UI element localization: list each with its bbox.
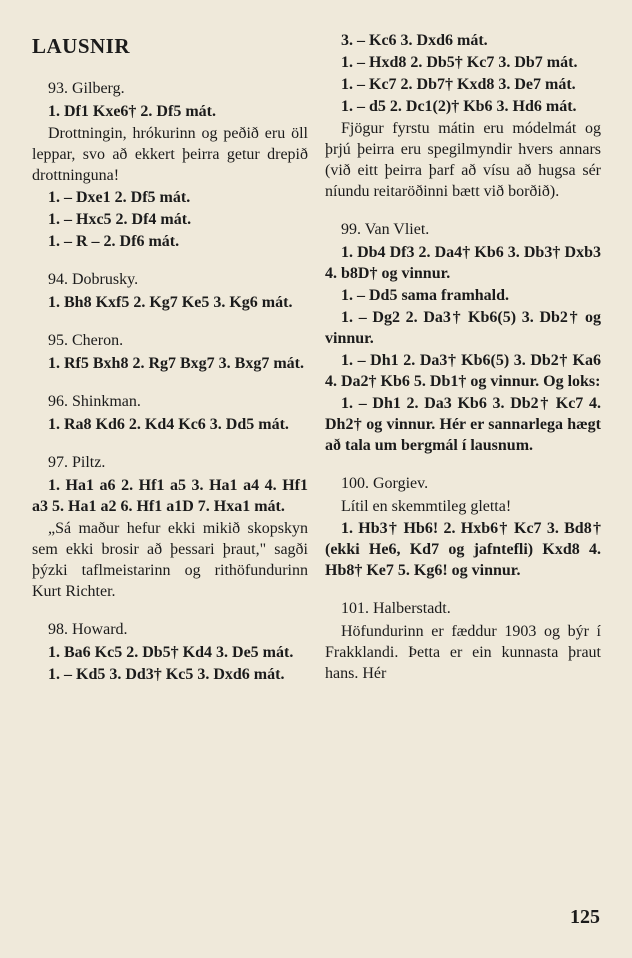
- solution-moves: 1. – d5 2. Dc1(2)† Kb6 3. Hd6 mát.: [341, 98, 577, 115]
- solution-moves: 1. Ba6 Kc5 2. Db5† Kd4 3. De5 mát.: [48, 644, 294, 661]
- section-heading: LAUSNIR: [32, 34, 131, 58]
- problem-title: 95. Cheron.: [48, 332, 124, 349]
- solution-moves: 1. Db4 Df3 2. Da4† Kb6 3. Db3† Dxb3 4. b8D† og vinnur.: [325, 244, 601, 282]
- solution-moves: 1. Df1 Kxe6† 2. Df5 mát.: [48, 103, 216, 120]
- left-solutions-list: [32, 79, 308, 685]
- solution-comment: Fjögur fyrstu mátin eru módelmát og þrjú þeirra eru spegilmyndir hvers annars (við eitt þeirra þarf að vísu að hugsa sér níundu reitaröðinni bætt við borðið).: [325, 120, 601, 200]
- page-number: 125: [570, 906, 600, 928]
- solution-block: [325, 474, 601, 581]
- solution-comment: Höfundurinn er fæddur 1903 og býr í Frakklandi. Þetta er ein kunnasta þraut hans. Hér: [325, 623, 601, 682]
- solution-block: [32, 270, 308, 313]
- solution-moves: 1. Ra8 Kd6 2. Kd4 Kc6 3. Dd5 mát.: [48, 416, 289, 433]
- problem-title: 94. Dobrusky.: [48, 271, 139, 288]
- solution-moves: 1. – Kd5 3. Dd3† Kc5 3. Dxd6 mát.: [48, 666, 285, 683]
- solution-moves: 1. – Dxe1 2. Df5 mát.: [48, 189, 191, 206]
- right-column: [325, 30, 601, 702]
- right-solutions-list: [325, 30, 601, 684]
- solution-moves: 1. Bh8 Kxf5 2. Kg7 Ke5 3. Kg6 mát.: [48, 294, 293, 311]
- solution-comment: Lítil en skemmtileg gletta!: [341, 498, 512, 515]
- problem-title: 98. Howard.: [48, 621, 128, 638]
- solution-block: [32, 620, 308, 685]
- solution-moves: 1. – Hxd8 2. Db5† Kc7 3. Db7 mát.: [341, 54, 578, 71]
- solution-moves: 1. – Hxc5 2. Df4 mát.: [48, 211, 192, 228]
- solution-moves: 1. – Dh1 2. Da3 Kb6 3. Db2† Kc7 4. Dh2† og vinnur. Hér er sannarlega hægt að tala um bergmál í lausnum.: [325, 395, 601, 454]
- solution-comment: „Sá maður hefur ekki mikið skopskyn sem ekki brosir að þessari þraut," sagði þýzki taflmeistarinn og rithöfundurinn Kurt Richter.: [32, 520, 308, 600]
- solution-comment: Drottningin, hrókurinn og peðið eru öll leppar, svo að ekkert þeirra getur drepið drottninguna!: [32, 125, 308, 184]
- solution-moves: 3. – Kc6 3. Dxd6 mát.: [341, 32, 488, 49]
- solution-block: [32, 331, 308, 374]
- problem-title: 101. Halberstadt.: [341, 600, 451, 617]
- left-column: [32, 30, 308, 703]
- problem-title: 99. Van Vliet.: [341, 221, 430, 238]
- solution-block: [32, 79, 308, 252]
- problem-title: 96. Shinkman.: [48, 393, 141, 410]
- solution-block: [325, 30, 601, 202]
- solution-moves: 1. Ha1 a6 2. Hf1 a5 3. Ha1 a4 4. Hf1 a3 5. Ha1 a2 6. Hf1 a1D 7. Hxa1 mát.: [32, 477, 308, 515]
- problem-title: 97. Piltz.: [48, 454, 106, 471]
- solution-block: [32, 453, 308, 602]
- problem-title: 93. Gilberg.: [48, 80, 125, 97]
- solution-moves: 1. – Dh1 2. Da3† Kb6(5) 3. Db2† Ka6 4. Da2† Kb6 5. Db1† og vinnur. Og loks:: [325, 352, 601, 390]
- solution-moves: 1. – Dg2 2. Da3† Kb6(5) 3. Db2† og vinnur.: [325, 309, 601, 347]
- solution-block: [32, 392, 308, 435]
- solution-moves: 1. Rf5 Bxh8 2. Rg7 Bxg7 3. Bxg7 mát.: [48, 355, 305, 372]
- solution-moves: 1. – Dd5 sama framhald.: [341, 287, 510, 304]
- solution-block: [325, 599, 601, 684]
- solution-moves: 1. Hb3† Hb6! 2. Hxb6† Kc7 3. Bd8† (ekki He6, Kd7 og jafntefli) Kxd8 4. Hb8† Ke7 5. Kg6! og vinnur.: [325, 520, 601, 579]
- solution-block: [325, 220, 601, 456]
- problem-title: 100. Gorgiev.: [341, 475, 429, 492]
- solution-moves: 1. – R – 2. Df6 mát.: [48, 233, 180, 250]
- solution-moves: 1. – Kc7 2. Db7† Kxd8 3. De7 mát.: [341, 76, 576, 93]
